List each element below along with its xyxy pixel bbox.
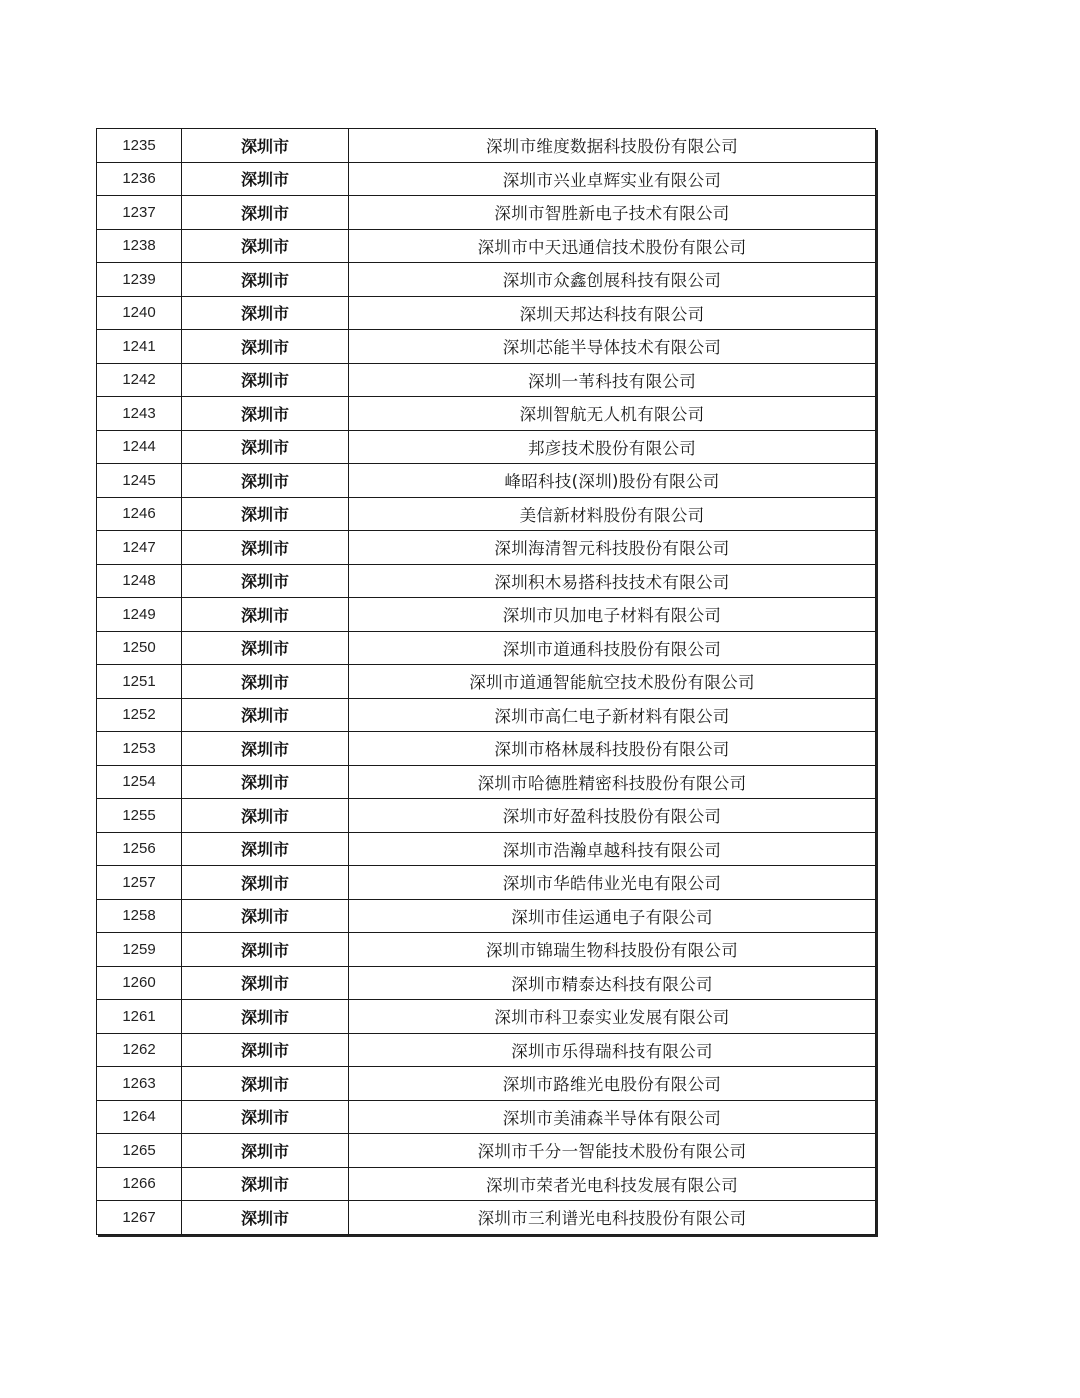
table-row (97, 1167, 876, 1201)
table-row (97, 933, 876, 967)
city-cell: 深圳市 (182, 531, 349, 565)
city-cell: 深圳市 (182, 1100, 349, 1134)
table-row (97, 765, 876, 799)
city-cell: 深圳市 (182, 397, 349, 431)
company-name-cell: 深圳市浩瀚卓越科技有限公司 (349, 832, 876, 866)
table-row (97, 966, 876, 1000)
table-row (97, 363, 876, 397)
city-cell: 深圳市 (182, 933, 349, 967)
row-number-cell: 1252 (97, 698, 182, 732)
row-number-cell: 1246 (97, 497, 182, 531)
row-number-cell: 1258 (97, 899, 182, 933)
city-cell: 深圳市 (182, 832, 349, 866)
company-name-cell: 深圳市佳运通电子有限公司 (349, 899, 876, 933)
table-row (97, 665, 876, 699)
table-row (97, 129, 876, 163)
table-row (97, 631, 876, 665)
company-name-cell: 深圳市维度数据科技股份有限公司 (349, 129, 876, 163)
table-row (97, 1134, 876, 1168)
city-cell: 深圳市 (182, 497, 349, 531)
table-row (97, 397, 876, 431)
city-cell: 深圳市 (182, 363, 349, 397)
city-cell: 深圳市 (182, 129, 349, 163)
city-cell: 深圳市 (182, 799, 349, 833)
row-number-cell: 1238 (97, 229, 182, 263)
city-cell: 深圳市 (182, 1000, 349, 1034)
company-name-cell: 深圳市荣者光电科技发展有限公司 (349, 1167, 876, 1201)
table-row (97, 1201, 876, 1235)
company-name-cell: 深圳市路维光电股份有限公司 (349, 1067, 876, 1101)
city-cell: 深圳市 (182, 330, 349, 364)
table-row (97, 330, 876, 364)
company-name-cell: 深圳市华皓伟业光电有限公司 (349, 866, 876, 900)
company-list-table (96, 128, 876, 1235)
company-name-cell: 深圳积木易搭科技技术有限公司 (349, 564, 876, 598)
company-name-cell: 深圳市高仁电子新材料有限公司 (349, 698, 876, 732)
company-name-cell: 深圳海清智元科技股份有限公司 (349, 531, 876, 565)
table-row (97, 263, 876, 297)
row-number-cell: 1239 (97, 263, 182, 297)
table-row (97, 464, 876, 498)
row-number-cell: 1247 (97, 531, 182, 565)
row-number-cell: 1237 (97, 196, 182, 230)
table-row (97, 866, 876, 900)
company-name-cell: 深圳市好盈科技股份有限公司 (349, 799, 876, 833)
city-cell: 深圳市 (182, 698, 349, 732)
table-row (97, 497, 876, 531)
company-name-cell: 美信新材料股份有限公司 (349, 497, 876, 531)
row-number-cell: 1240 (97, 296, 182, 330)
row-number-cell: 1266 (97, 1167, 182, 1201)
table-row (97, 1100, 876, 1134)
city-cell: 深圳市 (182, 263, 349, 297)
company-name-cell: 深圳市千分一智能技术股份有限公司 (349, 1134, 876, 1168)
row-number-cell: 1265 (97, 1134, 182, 1168)
city-cell: 深圳市 (182, 162, 349, 196)
company-name-cell: 深圳市道通智能航空技术股份有限公司 (349, 665, 876, 699)
row-number-cell: 1254 (97, 765, 182, 799)
table-row (97, 531, 876, 565)
company-name-cell: 深圳市科卫泰实业发展有限公司 (349, 1000, 876, 1034)
city-cell: 深圳市 (182, 564, 349, 598)
company-name-cell: 深圳市智胜新电子技术有限公司 (349, 196, 876, 230)
company-name-cell: 深圳市三利谱光电科技股份有限公司 (349, 1201, 876, 1235)
company-name-cell: 深圳市乐得瑞科技有限公司 (349, 1033, 876, 1067)
row-number-cell: 1253 (97, 732, 182, 766)
row-number-cell: 1243 (97, 397, 182, 431)
city-cell: 深圳市 (182, 966, 349, 1000)
table-row (97, 899, 876, 933)
city-cell: 深圳市 (182, 430, 349, 464)
company-name-cell: 峰昭科技(深圳)股份有限公司 (349, 464, 876, 498)
table-row (97, 1067, 876, 1101)
row-number-cell: 1249 (97, 598, 182, 632)
city-cell: 深圳市 (182, 1033, 349, 1067)
row-number-cell: 1260 (97, 966, 182, 1000)
row-number-cell: 1267 (97, 1201, 182, 1235)
row-number-cell: 1263 (97, 1067, 182, 1101)
city-cell: 深圳市 (182, 464, 349, 498)
row-number-cell: 1257 (97, 866, 182, 900)
row-number-cell: 1235 (97, 129, 182, 163)
row-number-cell: 1236 (97, 162, 182, 196)
company-name-cell: 深圳市美浦森半导体有限公司 (349, 1100, 876, 1134)
row-number-cell: 1244 (97, 430, 182, 464)
city-cell: 深圳市 (182, 296, 349, 330)
table-row (97, 564, 876, 598)
city-cell: 深圳市 (182, 1167, 349, 1201)
city-cell: 深圳市 (182, 196, 349, 230)
row-number-cell: 1262 (97, 1033, 182, 1067)
company-name-cell: 深圳市格林晟科技股份有限公司 (349, 732, 876, 766)
city-cell: 深圳市 (182, 1201, 349, 1235)
city-cell: 深圳市 (182, 866, 349, 900)
table-row (97, 296, 876, 330)
table-row (97, 799, 876, 833)
table-row (97, 162, 876, 196)
table-row (97, 430, 876, 464)
row-number-cell: 1242 (97, 363, 182, 397)
table-row (97, 698, 876, 732)
city-cell: 深圳市 (182, 899, 349, 933)
company-name-cell: 邦彦技术股份有限公司 (349, 430, 876, 464)
row-number-cell: 1259 (97, 933, 182, 967)
table-body (97, 129, 876, 1235)
row-number-cell: 1245 (97, 464, 182, 498)
city-cell: 深圳市 (182, 1067, 349, 1101)
city-cell: 深圳市 (182, 1134, 349, 1168)
row-number-cell: 1264 (97, 1100, 182, 1134)
company-name-cell: 深圳市贝加电子材料有限公司 (349, 598, 876, 632)
table-row (97, 196, 876, 230)
company-name-cell: 深圳市哈德胜精密科技股份有限公司 (349, 765, 876, 799)
table-row (97, 732, 876, 766)
company-name-cell: 深圳市中天迅通信技术股份有限公司 (349, 229, 876, 263)
table-row (97, 1000, 876, 1034)
company-name-cell: 深圳市兴业卓辉实业有限公司 (349, 162, 876, 196)
row-number-cell: 1261 (97, 1000, 182, 1034)
table-row (97, 598, 876, 632)
row-number-cell: 1256 (97, 832, 182, 866)
city-cell: 深圳市 (182, 229, 349, 263)
table-row (97, 1033, 876, 1067)
city-cell: 深圳市 (182, 732, 349, 766)
company-name-cell: 深圳一苇科技有限公司 (349, 363, 876, 397)
company-name-cell: 深圳天邦达科技有限公司 (349, 296, 876, 330)
row-number-cell: 1248 (97, 564, 182, 598)
city-cell: 深圳市 (182, 598, 349, 632)
city-cell: 深圳市 (182, 765, 349, 799)
company-name-cell: 深圳智航无人机有限公司 (349, 397, 876, 431)
city-cell: 深圳市 (182, 631, 349, 665)
company-name-cell: 深圳市精泰达科技有限公司 (349, 966, 876, 1000)
row-number-cell: 1251 (97, 665, 182, 699)
table-row (97, 832, 876, 866)
row-number-cell: 1250 (97, 631, 182, 665)
company-name-cell: 深圳市道通科技股份有限公司 (349, 631, 876, 665)
city-cell: 深圳市 (182, 665, 349, 699)
company-name-cell: 深圳芯能半导体技术有限公司 (349, 330, 876, 364)
table-row (97, 229, 876, 263)
company-name-cell: 深圳市众鑫创展科技有限公司 (349, 263, 876, 297)
row-number-cell: 1241 (97, 330, 182, 364)
row-number-cell: 1255 (97, 799, 182, 833)
company-name-cell: 深圳市锦瑞生物科技股份有限公司 (349, 933, 876, 967)
